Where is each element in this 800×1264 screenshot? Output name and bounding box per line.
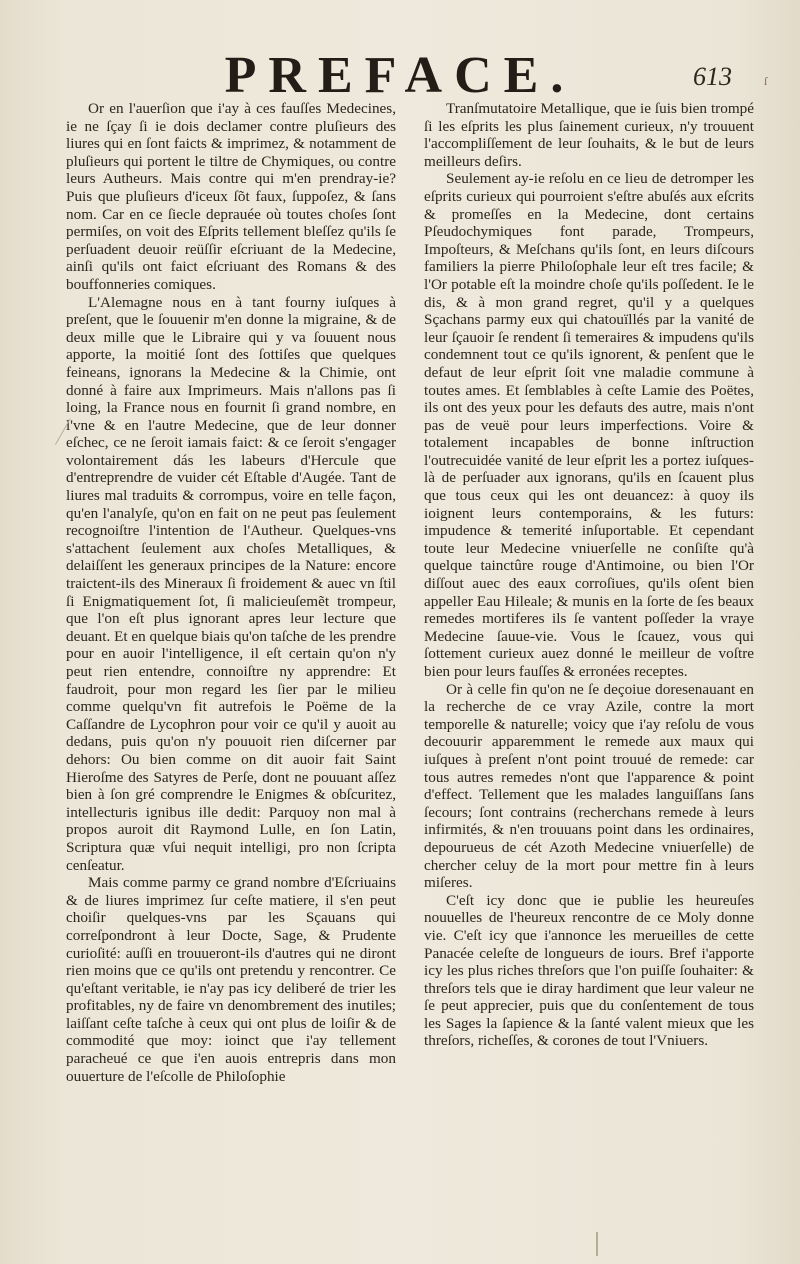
foot-mark (596, 1232, 598, 1256)
paragraph: Or en l'auerſion que i'ay à ces fauſſes Medecines, ie ne ſçay ſi ie dois declamer contre pluſieurs des liures qui en ſont faicts & imprimez, & notamment de pluſieurs qui portent le tiltre de Chymiques, ou contre leurs Autheurs. Mais contre qui m'en prendray-ie? Puis que pluſieurs d'iceux ſõt faux, ſuppoſez, & ſans nom. Car en ce ſiecle deprauée où toutes choſes ſont permiſes, on voit des Eſprits tellement bleſſez qu'ils ſe perſuadent deuoir reüſſir eſcriuant de la Medecine, ainſi qu'ils ont faict eſcriuant des Romans & des bouffonneries comiques. (66, 100, 396, 293)
paragraph: L'Alemagne nous en à tant fourny iuſques à preſent, que le ſouuenir m'en donne la migraine, & de deux mille que le Libraire qui y va ſouuent nous apporte, la moitié ſont des ſottiſes que quelques feineans, ignorans la Medecine & la Chimie, ont donné à faire aux Imprimeurs. Mais n'allons pas ſi loing, la France nous en fournit ſi grand nombre, en l'vne & en l'autre Medecine, que de leur donner eſchec, ce ne ſeroit iamais faict: & ce ſeroit s'engager volontairement dás les labeurs d'Hercule que d'entreprendre de vuider cét Eſtable d'Augée. Tant de liures mal traduits & corrompus, voire en telle façon, qu'en l'analyſe, qu'on en fait on ne peut pas ſeulement recognoiſtre l'intention de l'Autheur. Quelques-vns s'attachent ſeulement aux choſes Metalliques, & delaiſſent les generaux principes de la Nature: encore traictent-ils des Mineraux ſi froidement & auec vn ſtil ſi Enigmatiquement ſot, ſi malicieuſemẽt trompeur, que l'on eſt plus ignorant apres leur lecture que deuant. Et en quelque biais qu'on taſche de les prendre pour en auoir l'intelligence, il eſt certain qu'on n'y peut rien entendre, connoiſtre ny apprendre: Et faudroit, pour mon regard les ſier par le milieu comme quelqu'vn fit autrefois le Poëme de la Caſſandre de Lycophron pour voir ce qu'il y auoit au dedans, puis qu'on n'y pouuoit rien diſcerner par dehors: Ou bien comme on dit auoir fait Saint Hieroſme des Satyres de Perſe, dont ne pouuant aſſez bien à ſon gré comprendre le Enigmes & obſcuritez, intellecturis ignibus ille dedit: Parquoy non mal à propos auroit dit Raymond Lulle, en ſon Latin, Scriptura quæ vſui nequit intelligi, pro non ſcripta cenſeatur. (66, 293, 396, 874)
paragraph: Seulement ay-ie reſolu en ce lieu de detromper les eſprits curieux qui pourroient s'eſtre abuſés aux eſcrits & promeſſes en la Medecine, dont certains Pſeudochymiques font parade, Trompeurs, Impoſteurs, & Meſchans qu'ils ſont, en leurs diſcours familiers la pierre Philoſophale leur eſt tres facile; & l'Or potable eſt la moindre choſe qu'ils poſſedent. Ie le dis, & à mon grand regret, qu'il y a quelques Sçachans parmy eux qui chatouïllés par la vanité de leur ſçauoir ſe rendent ſi temeraires & impudens qu'ils condemnent tout ce qu'ils ignorent, & penſent que le defaut de leur eſprit ſoit vne maladie commune à toutes ames. Et ſemblables à ceſte Lamie des Poëtes, ils ont des yeux pour les defauts des autre, mais n'ont pas de veuë pour leurs imperfections. Voire & totalement incapables de bonne inſtruction l'outrecuidée vanité de leur eſprit les a portez iuſques-là de perſuader aux ignorans, qu'ils en ſcauent plus que tous ceux qui les ont deuancez: à quoy ils ioignent leurs contemporains, & les futurs: impudence & temerité inſuportable. Et cependant toute leur Medecine vniuerſelle ne conſiſte qu'à quelque tainctûre rouge d'Antimoine, ou bien l'Or diſſout auec des eaux corroſiues, qu'ils oſent bien appeller Eau Hileale; & munis en la ſorte de ſes beaux remedes mortiferes ils ſe vantent poſſeder la vraye Medecine ſauue-vie. Vous le ſcauez, vous qui ſottement curieux auez donné le meilleur de voſtre bien pour leurs fauſſes & erronées receptes. (424, 170, 754, 680)
paragraph: C'eſt icy donc que ie publie les heureuſes nouuelles de l'heureux rencontre de ce Moly donne vie. C'eſt icy que i'annonce les merueilles de cette Panacée celeſte de longueurs de iours. Bref i'apporte icy les plus riches threſors que l'on puiſſe ſouhaiter: & threſors tels que ie diray hardiment que leur valeur ne ſe peut apprecier, puis que du conſentement de tous les Sages la ſapience & la ſanté valent mieux que les threſors, richeſſes, & corones de tout l'Vniuers. (424, 891, 754, 1050)
right-column (424, 100, 754, 1050)
left-column (66, 100, 396, 1085)
paragraph: Or à celle fin qu'on ne ſe deçoiue doresenauant en la recherche de ce vray Azile, contre la mort temporelle & naturelle; voicy que i'ay reſolu de vous decouurir apparemment le remede aux maux qui iuſques à preſent n'ont point trouué de remede: car tous autres remedes n'ont que l'apparence & point d'effect. Tellement que les malades languiſſans ſans ſecours; ſont contrains (recherchans remede à leurs infirmités, & n'en trouuans point dans les ordinaires, depourueus de cét Azoth Medecine vniuerſelle) de chercher celuy de la mort pour mettre fin à leurs miſeres. (424, 680, 754, 892)
page-number: 613 (693, 62, 732, 91)
page-title: PREFACE. (224, 47, 576, 104)
paragraph: Tranſmutatoire Metallique, que ie ſuis bien trompé ſi les eſprits les plus ſainement curieux, n'y trouuent l'accompliſſement de leur ſouhaits, & le but de leurs meilleurs deſirs. (424, 100, 754, 170)
paragraph: Mais comme parmy ce grand nombre d'Eſcriuains & de liures imprimez ſur ceſte matiere, il s'en peut choiſir quelques-vns par les Sçauans qui correſpondront à leur Docte, Sage, & Prudente curioſité: auſſi en trouueront-ils d'autres qui ne diront rien moins que ce qu'ils ont pretendu y rencontrer. Ce qu'eſtant veritable, ie n'ay pas icy deliberé de trier les profitables, ny de faire vn denombrement des inutiles; laiſſant ceſte taſche à ceux qui ont plus de loiſir & de commodité que moy: ioinct que i'ay tellement paracheué ce que i'en auois entrepris dans mon ouuerture de l'eſcolle de Philoſophie (66, 874, 396, 1085)
margin-mark: ſ (764, 74, 768, 88)
